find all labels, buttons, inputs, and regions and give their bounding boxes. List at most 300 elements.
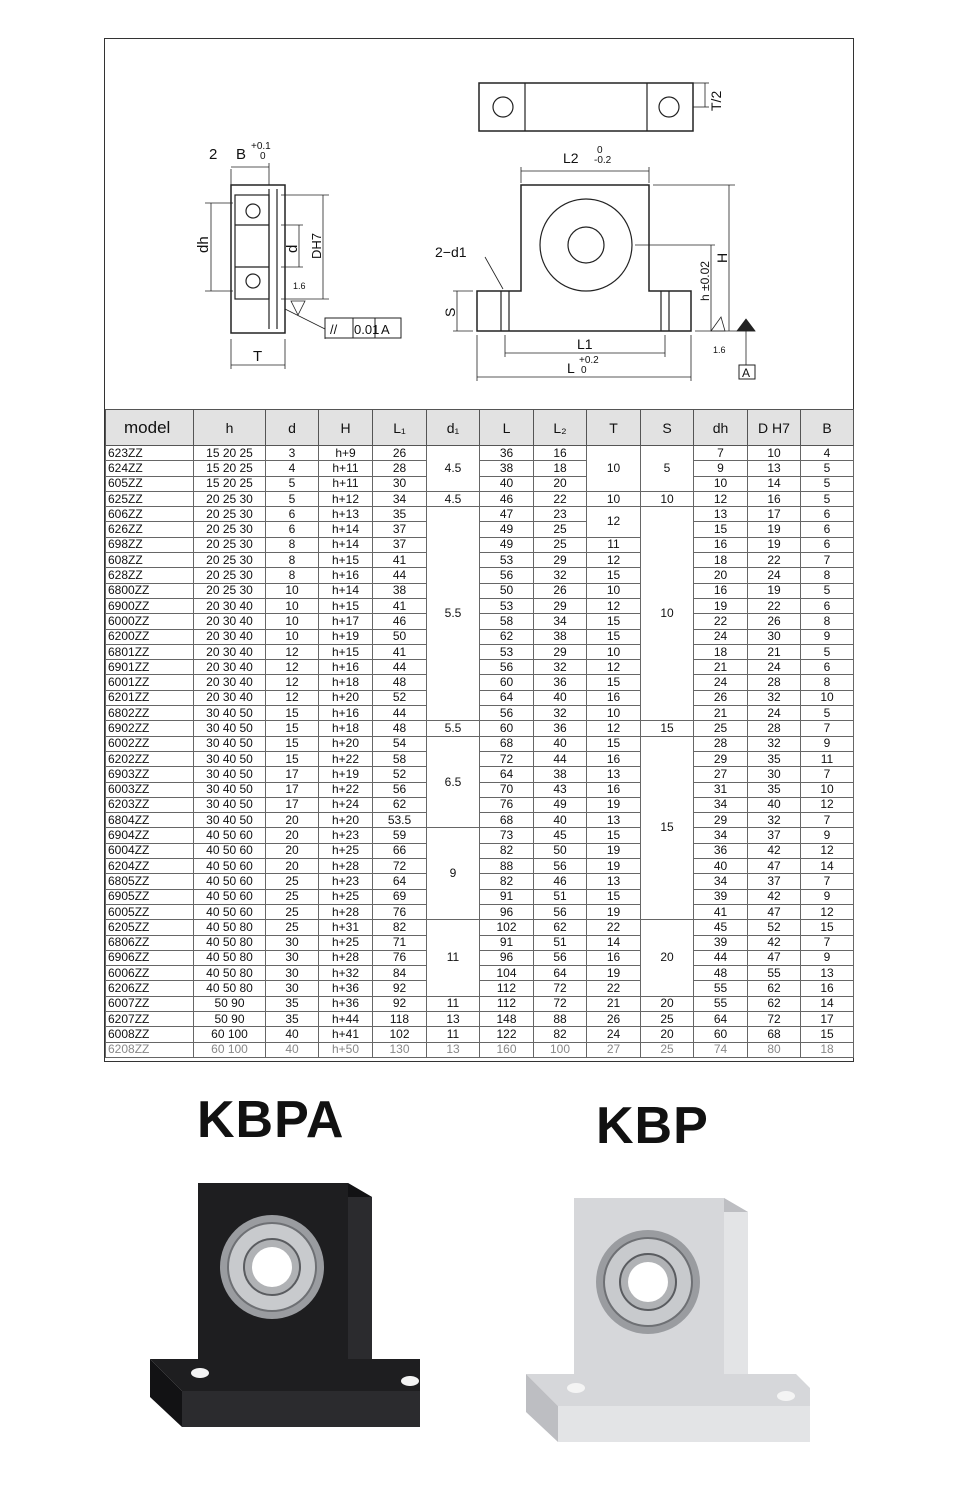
cell-DH7: 35 <box>748 751 801 766</box>
cell-B: 6 <box>801 507 854 522</box>
cell-DH7: 68 <box>748 1027 801 1042</box>
cell-S: 15 <box>641 736 694 920</box>
cell-L: 53 <box>480 598 534 613</box>
cell-DH7: 47 <box>748 950 801 965</box>
cell-model: 6206ZZ <box>106 981 194 996</box>
cell-L1: 118 <box>373 1011 427 1026</box>
cell-B: 5 <box>801 644 854 659</box>
cell-L2: 62 <box>534 920 587 935</box>
spec-table <box>105 409 854 1058</box>
table-row <box>106 553 854 568</box>
cell-d: 25 <box>266 874 319 889</box>
cell-dh: 21 <box>694 660 748 675</box>
cell-h: 30 40 50 <box>194 721 266 736</box>
cell-L: 56 <box>480 706 534 721</box>
cell-L2: 64 <box>534 966 587 981</box>
cell-dh: 16 <box>694 537 748 552</box>
cell-T: 15 <box>587 889 641 904</box>
column-header-l2: L₂ <box>534 410 587 446</box>
cell-L1: 76 <box>373 904 427 919</box>
cell-L: 53 <box>480 644 534 659</box>
cell-dh: 34 <box>694 828 748 843</box>
table-row <box>106 966 854 981</box>
cell-B: 8 <box>801 675 854 690</box>
cell-dh: 27 <box>694 767 748 782</box>
cell-h: 15 20 25 <box>194 476 266 491</box>
cell-d: 40 <box>266 1027 319 1042</box>
spec-sheet-frame <box>104 38 854 1062</box>
cell-B: 11 <box>801 751 854 766</box>
dim-l-tol-low: 0 <box>581 365 587 376</box>
cell-model: 6903ZZ <box>106 767 194 782</box>
table-row <box>106 721 854 736</box>
cell-H: h+36 <box>319 981 373 996</box>
cell-H: h+36 <box>319 996 373 1011</box>
dim-l: L <box>567 360 575 376</box>
dim-t-half: T/2 <box>708 90 724 111</box>
cell-dh: 18 <box>694 644 748 659</box>
cell-d1: 11 <box>427 996 480 1011</box>
cell-L1: 50 <box>373 629 427 644</box>
cell-h: 40 50 60 <box>194 859 266 874</box>
column-header-l1: L₁ <box>373 410 427 446</box>
dim-l1: L1 <box>577 336 593 352</box>
cell-L2: 56 <box>534 859 587 874</box>
table-row <box>106 935 854 950</box>
cell-d: 8 <box>266 568 319 583</box>
cell-L: 148 <box>480 1011 534 1026</box>
cell-H: h+15 <box>319 598 373 613</box>
cell-B: 6 <box>801 537 854 552</box>
cell-h: 30 40 50 <box>194 813 266 828</box>
cell-model: 6003ZZ <box>106 782 194 797</box>
cell-L2: 49 <box>534 797 587 812</box>
cell-d: 4 <box>266 461 319 476</box>
cell-model: 625ZZ <box>106 491 194 506</box>
dim-d: d <box>284 244 301 253</box>
cell-L2: 29 <box>534 644 587 659</box>
cell-model: 6906ZZ <box>106 950 194 965</box>
cell-L1: 48 <box>373 721 427 736</box>
cell-L2: 18 <box>534 461 587 476</box>
cell-L1: 69 <box>373 889 427 904</box>
cell-T: 15 <box>587 736 641 751</box>
cell-L: 91 <box>480 935 534 950</box>
cell-T: 13 <box>587 767 641 782</box>
cell-H: h+31 <box>319 920 373 935</box>
cell-d: 40 <box>266 1042 319 1057</box>
cell-L2: 32 <box>534 706 587 721</box>
cell-d: 30 <box>266 966 319 981</box>
cell-model: 6004ZZ <box>106 843 194 858</box>
cell-h: 20 30 40 <box>194 629 266 644</box>
cell-DH7: 37 <box>748 874 801 889</box>
cell-L: 76 <box>480 797 534 812</box>
cell-model: 6806ZZ <box>106 935 194 950</box>
table-header-row <box>106 410 854 446</box>
cell-model: 6801ZZ <box>106 644 194 659</box>
block-base-top <box>150 1359 420 1391</box>
cell-H: h+20 <box>319 813 373 828</box>
cell-S: 25 <box>641 1042 694 1057</box>
cell-L1: 44 <box>373 660 427 675</box>
dim-l2: L2 <box>563 150 579 166</box>
cell-model: 6904ZZ <box>106 828 194 843</box>
mounting-hole <box>191 1368 209 1378</box>
cell-B: 15 <box>801 1027 854 1042</box>
cell-S: 20 <box>641 996 694 1011</box>
cell-H: h+9 <box>319 446 373 461</box>
cell-L: 58 <box>480 614 534 629</box>
cell-L: 82 <box>480 843 534 858</box>
cell-DH7: 21 <box>748 644 801 659</box>
table-row <box>106 598 854 613</box>
cell-model: 6006ZZ <box>106 966 194 981</box>
cell-h: 40 50 60 <box>194 889 266 904</box>
cell-d1: 5.5 <box>427 507 480 721</box>
cell-L2: 25 <box>534 537 587 552</box>
cell-model: 698ZZ <box>106 537 194 552</box>
cell-model: 6207ZZ <box>106 1011 194 1026</box>
cell-L2: 50 <box>534 843 587 858</box>
table-row <box>106 889 854 904</box>
cell-L2: 20 <box>534 476 587 491</box>
cell-L1: 56 <box>373 782 427 797</box>
cell-H: h+11 <box>319 461 373 476</box>
cell-L1: 37 <box>373 537 427 552</box>
column-header-h: h <box>194 410 266 446</box>
cell-T: 19 <box>587 966 641 981</box>
cell-DH7: 26 <box>748 614 801 629</box>
cell-h: 20 25 30 <box>194 537 266 552</box>
cell-model: 605ZZ <box>106 476 194 491</box>
dim-dh7: DH7 <box>309 232 324 259</box>
cell-d: 5 <box>266 476 319 491</box>
cell-h: 20 30 40 <box>194 598 266 613</box>
cell-B: 7 <box>801 935 854 950</box>
cell-d: 17 <box>266 767 319 782</box>
cell-h: 50 90 <box>194 1011 266 1026</box>
cell-T: 16 <box>587 950 641 965</box>
cell-H: h+14 <box>319 537 373 552</box>
cell-L2: 40 <box>534 813 587 828</box>
cell-T: 10 <box>587 583 641 598</box>
cell-L2: 34 <box>534 614 587 629</box>
cell-B: 9 <box>801 629 854 644</box>
cell-B: 5 <box>801 491 854 506</box>
cell-L2: 40 <box>534 736 587 751</box>
cell-dh: 10 <box>694 476 748 491</box>
cell-B: 13 <box>801 966 854 981</box>
cell-dh: 9 <box>694 461 748 476</box>
cell-dh: 41 <box>694 904 748 919</box>
cell-B: 8 <box>801 614 854 629</box>
cell-L: 62 <box>480 629 534 644</box>
cell-T: 22 <box>587 920 641 935</box>
cell-L1: 66 <box>373 843 427 858</box>
cell-h: 40 50 60 <box>194 874 266 889</box>
cell-L1: 84 <box>373 966 427 981</box>
cell-T: 19 <box>587 797 641 812</box>
cell-H: h+14 <box>319 522 373 537</box>
table-row <box>106 950 854 965</box>
cell-S: 20 <box>641 920 694 996</box>
cell-L: 88 <box>480 859 534 874</box>
cell-DH7: 32 <box>748 690 801 705</box>
table-row <box>106 614 854 629</box>
block-base-front <box>182 1391 420 1427</box>
table-row <box>106 644 854 659</box>
cell-L: 112 <box>480 996 534 1011</box>
cell-L: 68 <box>480 736 534 751</box>
cell-d: 20 <box>266 828 319 843</box>
cell-model: 6200ZZ <box>106 629 194 644</box>
cell-model: 626ZZ <box>106 522 194 537</box>
cell-dh: 24 <box>694 629 748 644</box>
cell-L2: 82 <box>534 1027 587 1042</box>
cell-T: 16 <box>587 751 641 766</box>
cell-H: h+50 <box>319 1042 373 1057</box>
cell-S: 20 <box>641 1027 694 1042</box>
cell-T: 19 <box>587 859 641 874</box>
cell-L1: 62 <box>373 797 427 812</box>
table-row <box>106 813 854 828</box>
cell-S: 10 <box>641 507 694 721</box>
cell-h: 40 50 80 <box>194 950 266 965</box>
cell-DH7: 52 <box>748 920 801 935</box>
cell-L2: 36 <box>534 721 587 736</box>
cell-B: 15 <box>801 920 854 935</box>
cell-L1: 41 <box>373 644 427 659</box>
cell-DH7: 72 <box>748 1011 801 1026</box>
table-row <box>106 874 854 889</box>
cell-d: 20 <box>266 859 319 874</box>
cell-DH7: 42 <box>748 843 801 858</box>
cell-DH7: 80 <box>748 1042 801 1057</box>
cell-h: 20 30 40 <box>194 675 266 690</box>
cell-H: h+14 <box>319 583 373 598</box>
cell-d: 12 <box>266 675 319 690</box>
cell-d: 10 <box>266 583 319 598</box>
cell-h: 20 30 40 <box>194 644 266 659</box>
cell-d: 15 <box>266 706 319 721</box>
cell-B: 9 <box>801 736 854 751</box>
cell-d: 15 <box>266 751 319 766</box>
cell-model: 606ZZ <box>106 507 194 522</box>
cell-h: 20 25 30 <box>194 568 266 583</box>
cell-L: 82 <box>480 874 534 889</box>
technical-drawing <box>105 39 853 409</box>
cell-h: 60 100 <box>194 1027 266 1042</box>
table-row <box>106 461 854 476</box>
cell-B: 17 <box>801 1011 854 1026</box>
cell-B: 6 <box>801 660 854 675</box>
cell-L1: 54 <box>373 736 427 751</box>
dim-h-lower: h ±0.02 <box>698 261 712 301</box>
cell-dh: 74 <box>694 1042 748 1057</box>
table-row <box>106 797 854 812</box>
cell-d: 10 <box>266 614 319 629</box>
cell-L: 160 <box>480 1042 534 1057</box>
column-header-t: T <box>587 410 641 446</box>
cell-d1: 4.5 <box>427 491 480 506</box>
cell-DH7: 28 <box>748 675 801 690</box>
cell-L2: 29 <box>534 553 587 568</box>
cell-T: 13 <box>587 874 641 889</box>
cell-T: 12 <box>587 660 641 675</box>
cell-L2: 88 <box>534 1011 587 1026</box>
cell-T: 12 <box>587 598 641 613</box>
cell-dh: 18 <box>694 553 748 568</box>
cell-L2: 100 <box>534 1042 587 1057</box>
cell-L: 68 <box>480 813 534 828</box>
product-label-kbpa: KBPA <box>197 1091 345 1149</box>
cell-H: h+24 <box>319 797 373 812</box>
cell-L1: 30 <box>373 476 427 491</box>
cell-L2: 46 <box>534 874 587 889</box>
dim-dh-side: dh <box>195 236 212 253</box>
table-row <box>106 660 854 675</box>
cell-d: 17 <box>266 782 319 797</box>
cell-model: 6008ZZ <box>106 1027 194 1042</box>
cell-DH7: 47 <box>748 904 801 919</box>
cell-h: 40 50 80 <box>194 920 266 935</box>
cell-L: 73 <box>480 828 534 843</box>
cell-DH7: 16 <box>748 491 801 506</box>
cell-dh: 12 <box>694 491 748 506</box>
cell-d: 25 <box>266 920 319 935</box>
cell-T: 10 <box>587 644 641 659</box>
cell-L: 96 <box>480 904 534 919</box>
cell-H: h+25 <box>319 935 373 950</box>
cell-d: 3 <box>266 446 319 461</box>
cell-dh: 39 <box>694 889 748 904</box>
cell-L: 122 <box>480 1027 534 1042</box>
table-row <box>106 583 854 598</box>
cell-B: 12 <box>801 797 854 812</box>
cell-model: 6902ZZ <box>106 721 194 736</box>
table-row <box>106 675 854 690</box>
cell-H: h+15 <box>319 644 373 659</box>
datum-left: A <box>381 322 390 337</box>
cell-L: 56 <box>480 568 534 583</box>
finish-right: 1.6 <box>713 345 726 355</box>
cell-L2: 26 <box>534 583 587 598</box>
dim-s: S <box>442 307 458 317</box>
cell-d: 10 <box>266 629 319 644</box>
cell-B: 10 <box>801 782 854 797</box>
cell-B: 5 <box>801 706 854 721</box>
side-view-drawing <box>205 163 401 369</box>
cell-T: 15 <box>587 675 641 690</box>
cell-L2: 45 <box>534 828 587 843</box>
cell-model: 624ZZ <box>106 461 194 476</box>
cell-L1: 76 <box>373 950 427 965</box>
cell-d1: 13 <box>427 1011 480 1026</box>
cell-T: 13 <box>587 813 641 828</box>
table-row <box>106 736 854 751</box>
dim-l2-tol: 0 <box>597 145 603 156</box>
cell-model: 6805ZZ <box>106 874 194 889</box>
cell-H: h+25 <box>319 889 373 904</box>
table-row <box>106 507 854 522</box>
cell-h: 40 50 80 <box>194 966 266 981</box>
cell-T: 21 <box>587 996 641 1011</box>
cell-h: 40 50 80 <box>194 981 266 996</box>
cell-dh: 20 <box>694 568 748 583</box>
cell-L: 46 <box>480 491 534 506</box>
cell-L1: 58 <box>373 751 427 766</box>
cell-d: 12 <box>266 644 319 659</box>
cell-T: 16 <box>587 782 641 797</box>
cell-L: 104 <box>480 966 534 981</box>
cell-B: 5 <box>801 583 854 598</box>
dim-b-tol-low: 0 <box>260 151 266 162</box>
cell-DH7: 32 <box>748 736 801 751</box>
cell-L1: 64 <box>373 874 427 889</box>
cell-d: 8 <box>266 553 319 568</box>
cell-d1: 11 <box>427 1027 480 1042</box>
table-row <box>106 981 854 996</box>
cell-dh: 25 <box>694 721 748 736</box>
table-row <box>106 476 854 491</box>
cell-H: h+19 <box>319 629 373 644</box>
cell-d: 6 <box>266 522 319 537</box>
cell-d: 5 <box>266 491 319 506</box>
cell-L1: 130 <box>373 1042 427 1057</box>
cell-L: 49 <box>480 522 534 537</box>
cell-B: 14 <box>801 996 854 1011</box>
cell-h: 15 20 25 <box>194 461 266 476</box>
dim-l-tol: +0.2 <box>579 355 599 366</box>
cell-L1: 72 <box>373 859 427 874</box>
cell-d: 25 <box>266 904 319 919</box>
cell-d1: 5.5 <box>427 721 480 736</box>
cell-DH7: 40 <box>748 797 801 812</box>
cell-L1: 35 <box>373 507 427 522</box>
cell-h: 20 25 30 <box>194 583 266 598</box>
cell-DH7: 62 <box>748 996 801 1011</box>
cell-B: 9 <box>801 950 854 965</box>
dim-l2-tol-low: -0.2 <box>594 155 612 166</box>
dim-t: T <box>253 348 263 365</box>
cell-DH7: 47 <box>748 859 801 874</box>
table-row <box>106 1042 854 1057</box>
cell-DH7: 22 <box>748 553 801 568</box>
cell-L1: 71 <box>373 935 427 950</box>
bearing-bore <box>628 1262 668 1302</box>
cell-L: 91 <box>480 889 534 904</box>
cell-DH7: 32 <box>748 813 801 828</box>
cell-H: h+17 <box>319 614 373 629</box>
table-row <box>106 996 854 1011</box>
cell-B: 16 <box>801 981 854 996</box>
cell-L1: 28 <box>373 461 427 476</box>
cell-h: 20 30 40 <box>194 690 266 705</box>
cell-L2: 23 <box>534 507 587 522</box>
cell-H: h+32 <box>319 966 373 981</box>
cell-dh: 60 <box>694 1027 748 1042</box>
column-header-h: H <box>319 410 373 446</box>
cell-L: 36 <box>480 446 534 461</box>
cell-d: 17 <box>266 797 319 812</box>
cell-d: 6 <box>266 507 319 522</box>
cell-T: 10 <box>587 446 641 492</box>
dim-two-d1: 2−d1 <box>435 244 467 260</box>
cell-h: 20 30 40 <box>194 614 266 629</box>
cell-H: h+16 <box>319 660 373 675</box>
cell-L: 56 <box>480 660 534 675</box>
